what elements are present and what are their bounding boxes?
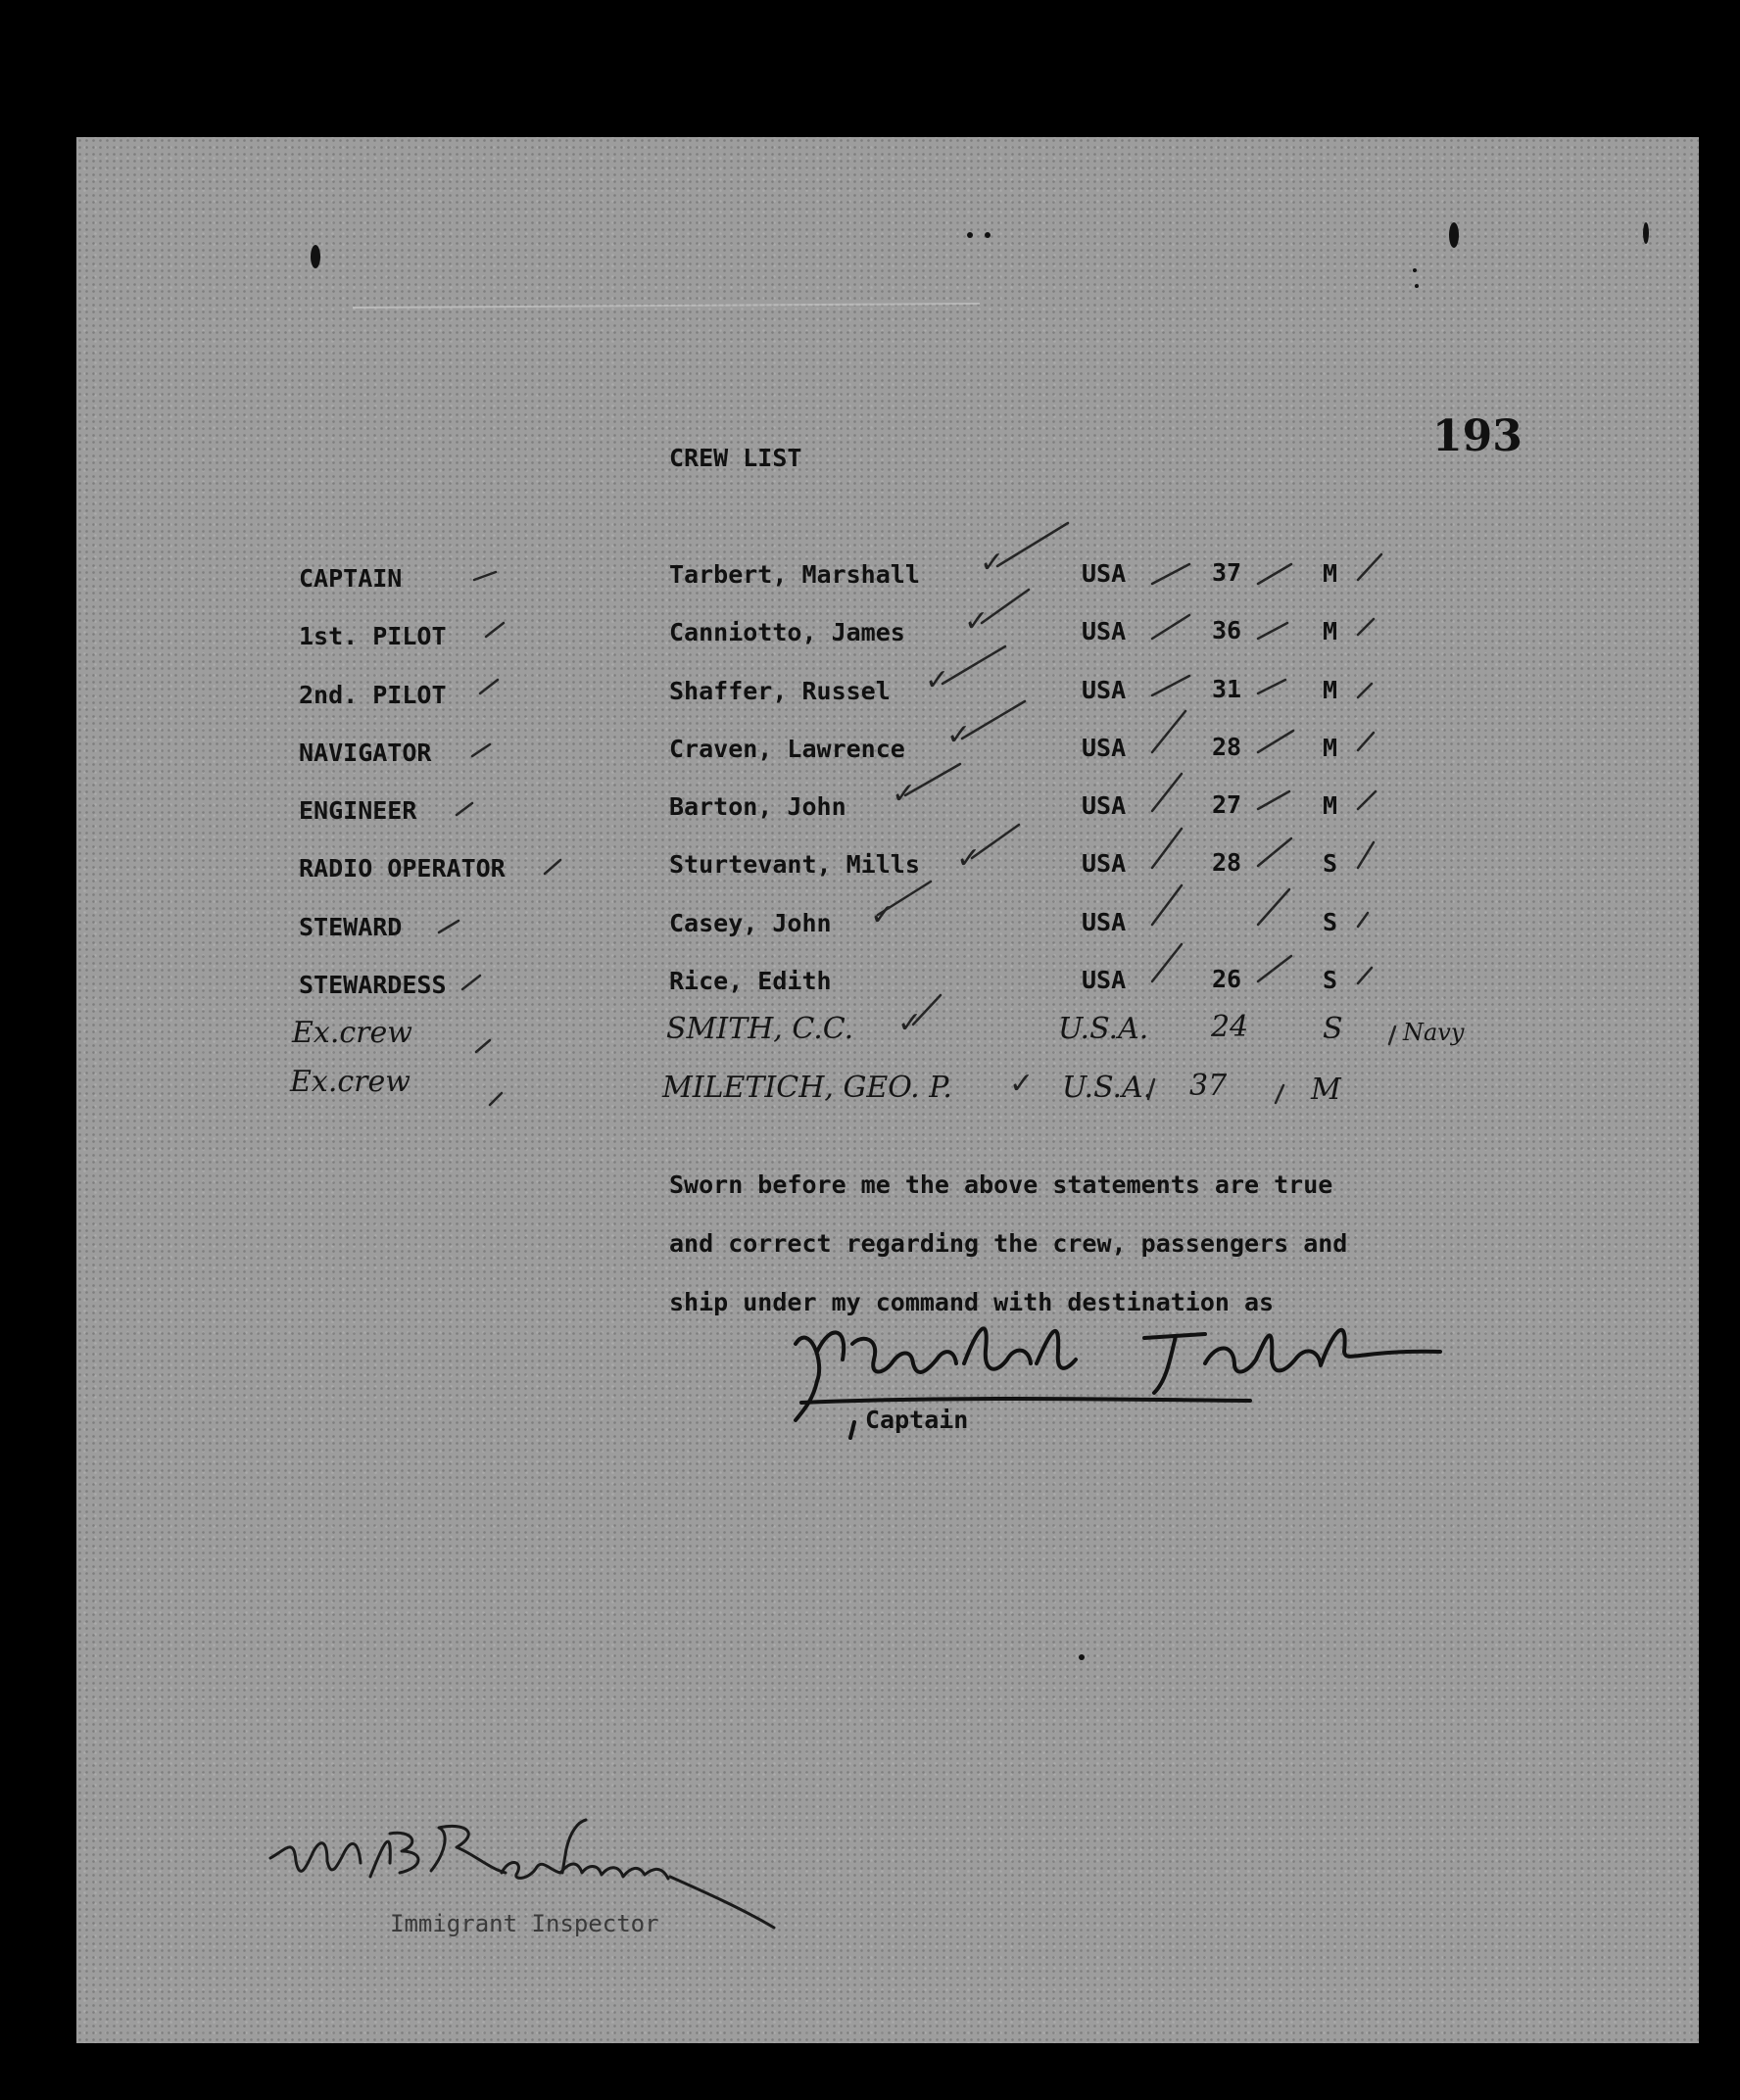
checkmark-icon: ✓	[870, 898, 895, 932]
crew-name: Tarbert, Marshall	[669, 560, 920, 589]
crew-name: Craven, Lawrence	[669, 735, 905, 763]
checkmark-icon: ✓	[892, 777, 917, 811]
crew-marital-status: S	[1323, 908, 1338, 936]
crew-position: STEWARD	[299, 913, 403, 941]
crew-age: 31	[1212, 675, 1242, 703]
crew-position: NAVIGATOR	[299, 739, 432, 767]
crew-marital-status: M	[1323, 559, 1338, 588]
checkmark-icon: ✓	[946, 718, 972, 752]
crew-position: RADIO OPERATOR	[299, 854, 506, 883]
handwritten-position: Ex.crew	[292, 1016, 412, 1050]
crew-marital-status: M	[1323, 676, 1338, 704]
crew-name: Canniotto, James	[669, 618, 905, 646]
crew-age: 36	[1212, 616, 1242, 644]
handwritten-name: MILETICH, GEO. P.	[662, 1071, 952, 1105]
handwritten-nationality: U.S.A.	[1062, 1071, 1153, 1105]
crew-position: 2nd. PILOT	[299, 681, 447, 709]
crew-nationality: USA	[1082, 966, 1127, 994]
handwritten-nationality: U.S.A.	[1058, 1012, 1149, 1046]
checkmark-icon: ✓	[956, 841, 982, 876]
checkmark-icon: ✓	[897, 1006, 923, 1040]
crew-age: 28	[1212, 848, 1242, 877]
handwritten-age: 24	[1211, 1010, 1249, 1044]
crew-name: Barton, John	[669, 792, 846, 821]
checkmark-icon: ✓	[964, 604, 990, 639]
crew-marital-status: M	[1323, 734, 1338, 762]
inspector-title: Immigrant Inspector	[390, 1910, 659, 1937]
crew-name: Sturtevant, Mills	[669, 850, 920, 879]
document-heading: CREW LIST	[669, 444, 802, 472]
crew-nationality: USA	[1082, 676, 1127, 704]
crew-age: 37	[1212, 558, 1242, 587]
statement-line: ship under my command with destination as	[669, 1288, 1275, 1316]
handwritten-marital-status: S	[1323, 1012, 1343, 1046]
crew-name: Rice, Edith	[669, 967, 832, 995]
handwritten-marital-status: M	[1311, 1073, 1341, 1107]
crew-nationality: USA	[1082, 559, 1127, 588]
handwritten-age: 37	[1189, 1069, 1228, 1103]
crew-marital-status: M	[1323, 791, 1338, 820]
handwritten-name: SMITH, C.C.	[666, 1012, 854, 1046]
crew-position: CAPTAIN	[299, 564, 403, 593]
statement-line: Sworn before me the above statements are true	[669, 1170, 1333, 1199]
crew-nationality: USA	[1082, 617, 1127, 645]
crew-age: 26	[1212, 965, 1242, 993]
crew-position: ENGINEER	[299, 796, 417, 825]
handwritten-position: Ex.crew	[290, 1065, 411, 1099]
crew-marital-status: S	[1323, 966, 1338, 994]
crew-marital-status: M	[1323, 617, 1338, 645]
crew-position: STEWARDESS	[299, 971, 447, 999]
crew-marital-status: S	[1323, 849, 1338, 878]
handwritten-note: Navy	[1403, 1019, 1465, 1046]
crew-nationality: USA	[1082, 849, 1127, 878]
inspector-signature	[270, 1824, 780, 1892]
crew-name: Casey, John	[669, 909, 832, 937]
page-number: 193	[1432, 411, 1522, 461]
crew-name: Shaffer, Russel	[669, 677, 891, 705]
crew-position: 1st. PILOT	[299, 622, 447, 650]
checkmark-icon: ✓	[1009, 1067, 1035, 1101]
crew-nationality: USA	[1082, 791, 1127, 820]
captain-title: Captain	[865, 1406, 969, 1434]
crew-age: 28	[1212, 733, 1242, 761]
statement-line: and correct regarding the crew, passengers and	[669, 1229, 1348, 1258]
crew-nationality: USA	[1082, 908, 1127, 936]
checkmark-icon: ✓	[980, 546, 1005, 580]
checkmark-icon: ✓	[925, 663, 950, 697]
crew-nationality: USA	[1082, 734, 1127, 762]
crew-age: 27	[1212, 790, 1242, 819]
